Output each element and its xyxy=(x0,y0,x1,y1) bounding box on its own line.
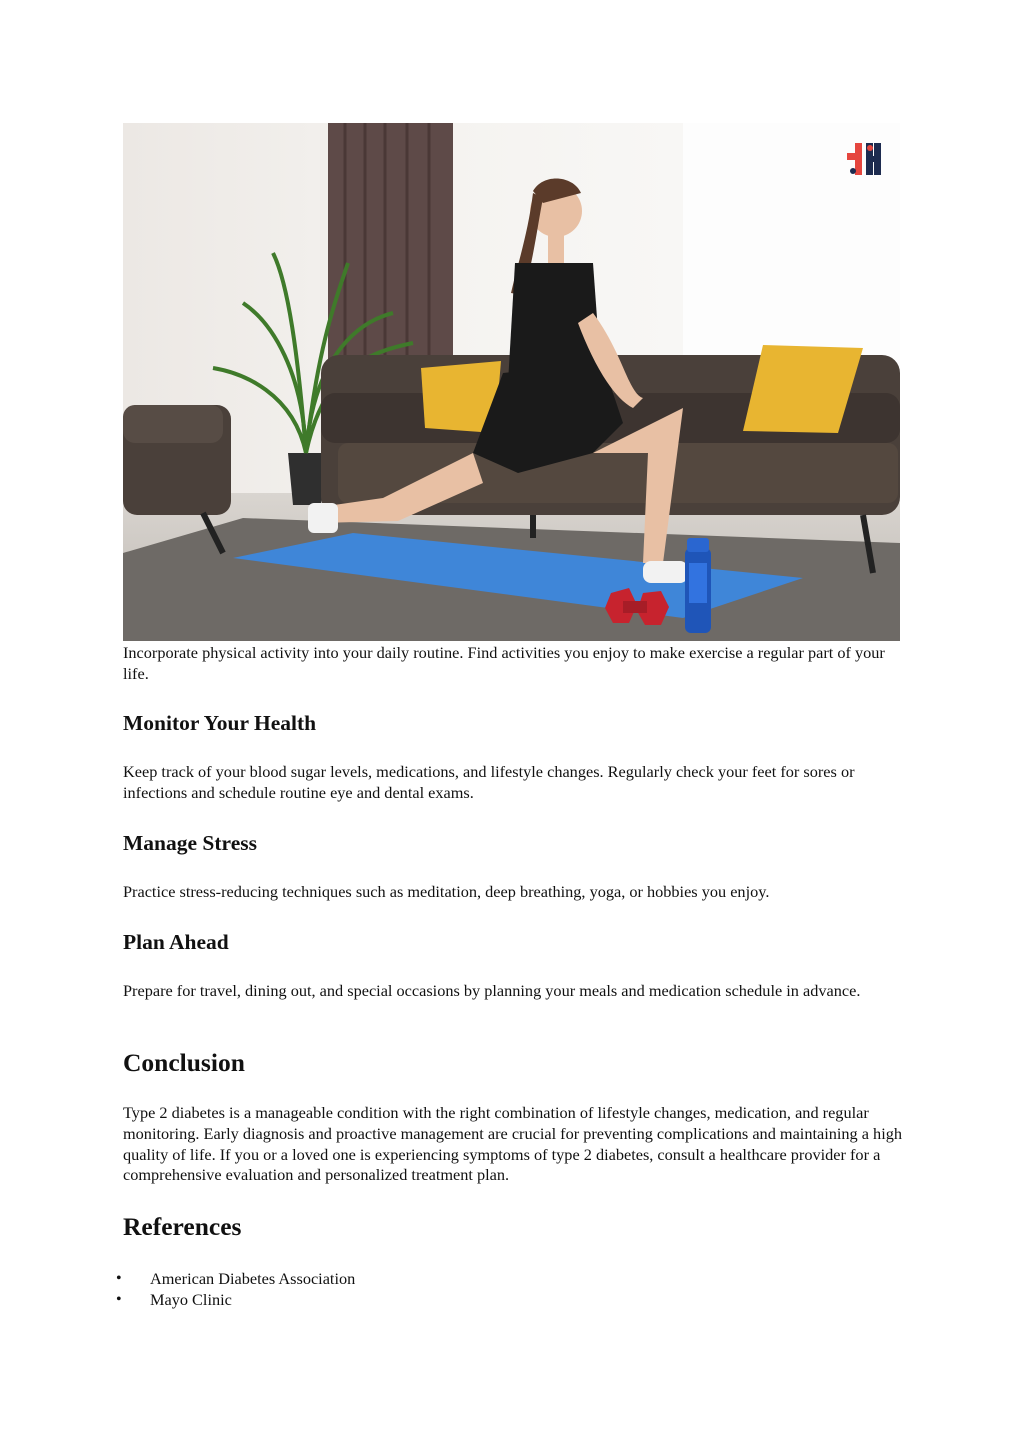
section-paragraph: Keep track of your blood sugar levels, medications, and lifestyle changes. Regularly check your feet for sores or infections and schedule routine eye and dental exams. xyxy=(123,762,855,802)
conclusion-paragraph: Type 2 diabetes is a manageable condition with the right combination of lifestyle changes, medication, and regular monitoring. Early diagnosis and proactive management are crucial for preventing complications and maintaining a high quality of life. If you or a loved one is experiencing symptoms of type 2 diabetes, consult a healthcare provider for a comprehensive evaluation and personalized treatment plan. xyxy=(123,1103,902,1185)
section-paragraph: Practice stress-reducing techniques such as meditation, deep breathing, yoga, or hobbies you enjoy. xyxy=(123,882,770,901)
section-paragraph: Prepare for travel, dining out, and special occasions by planning your meals and medication schedule in advance. xyxy=(123,981,861,1000)
list-item xyxy=(116,1289,903,1310)
references-heading: References xyxy=(123,1212,242,1241)
bullet-icon: • xyxy=(116,1291,122,1308)
section-monitor-health xyxy=(123,710,903,736)
conclusion-heading-block xyxy=(123,1048,903,1078)
conclusion-heading: Conclusion xyxy=(123,1048,245,1077)
exercise-photo xyxy=(123,123,900,641)
section-monitor-health-body xyxy=(123,762,903,804)
reference-label: Mayo Clinic xyxy=(150,1290,232,1309)
section-heading: Manage Stress xyxy=(123,831,257,855)
section-plan-ahead-body xyxy=(123,981,903,1002)
references-list-block xyxy=(116,1268,903,1310)
section-heading: Plan Ahead xyxy=(123,930,229,954)
list-item xyxy=(116,1268,903,1289)
section-heading: Monitor Your Health xyxy=(123,711,317,735)
section-manage-stress-body xyxy=(123,882,903,903)
bullet-icon: • xyxy=(116,1270,122,1287)
conclusion-body-block xyxy=(123,1103,903,1186)
references-list xyxy=(116,1268,903,1310)
photo-caption: Incorporate physical activity into your daily routine. Find activities you enjoy to make exercise a regular part of your life. xyxy=(123,643,885,683)
section-manage-stress xyxy=(123,830,903,856)
reference-label: American Diabetes Association xyxy=(150,1269,356,1288)
photo-caption-block xyxy=(123,643,903,685)
section-plan-ahead xyxy=(123,929,903,955)
references-heading-block xyxy=(123,1212,903,1242)
